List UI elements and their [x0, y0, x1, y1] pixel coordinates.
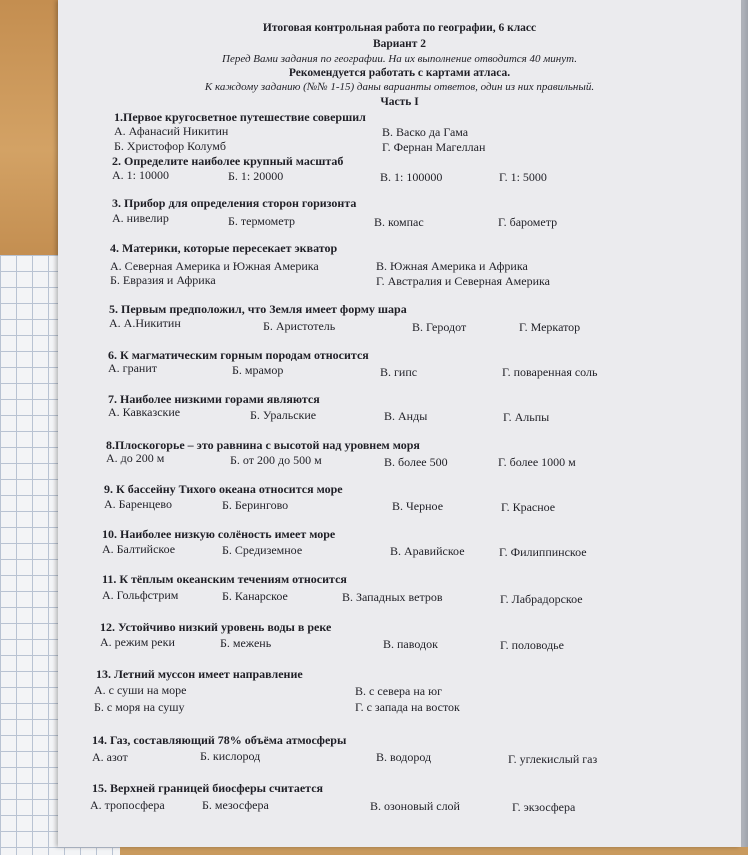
q8-option-a: А. до 200 м: [106, 451, 165, 465]
q12-option-v: В. паводок: [383, 637, 438, 651]
question-2: 2. Определите наиболее крупный масштаб: [112, 154, 344, 168]
intro-variants: К каждому заданию (№№ 1-15) даны варианты ответов, один из них правильный.: [204, 81, 595, 93]
q3-option-v: В. компас: [374, 215, 424, 229]
q5-option-v: В. Геродот: [412, 320, 467, 334]
q13-option-a: А. с суши на море: [94, 683, 187, 697]
q2-option-a: А. 1: 10000: [112, 168, 169, 182]
question-15: 15. Верхней границей биосферы считается: [92, 781, 324, 795]
q5-option-g: Г. Меркатор: [519, 320, 581, 334]
intro-time: Перед Вами задания по географии. На их выполнение отводится 40 минут.: [222, 53, 577, 65]
q9-option-g: Г. Красное: [501, 500, 556, 514]
q15-option-g: Г. экзосфера: [512, 800, 576, 814]
q14-option-g: Г. углекислый газ: [508, 752, 598, 766]
q12-option-a: А. режим реки: [100, 635, 175, 649]
q13-option-b: Б. с моря на сушу: [94, 700, 185, 714]
q11-option-b: Б. Канарское: [222, 589, 288, 603]
question-14: 14. Газ, составляющий 78% объёма атмосферы: [92, 733, 347, 747]
q6-option-v: В. гипс: [380, 365, 418, 379]
q7-option-g: Г. Альпы: [503, 410, 550, 424]
q2-option-g: Г. 1: 5000: [499, 170, 547, 184]
q9-option-v: В. Черное: [392, 499, 444, 513]
q9-option-a: А. Баренцево: [104, 497, 172, 511]
question-12: 12. Устойчиво низкий уровень воды в реке: [100, 620, 332, 634]
q14-option-a: А. азот: [92, 750, 128, 764]
q9-option-b: Б. Берингово: [222, 498, 289, 512]
test-sheet: [58, 0, 741, 847]
q10-option-g: Г. Филиппинское: [499, 545, 587, 559]
q13-option-g: Г. с запада на восток: [355, 700, 460, 714]
q14-option-b: Б. кислород: [200, 749, 261, 763]
q4-option-g: Г. Австралия и Северная Америка: [376, 274, 550, 288]
q11-option-v: В. Западных ветров: [342, 590, 443, 604]
atlas-recommendation: Рекомендуется работать с картами атласа.: [288, 67, 511, 79]
question-5: 5. Первым предположил, что Земля имеет форму шара: [109, 302, 407, 316]
q10-option-b: Б. Средиземное: [222, 543, 303, 557]
q4-option-b: Б. Евразия и Африка: [110, 273, 216, 287]
q2-option-v: В. 1: 100000: [380, 170, 443, 184]
q2-option-b: Б. 1: 20000: [228, 169, 284, 183]
q5-option-a: А. А.Никитин: [109, 316, 181, 330]
q3-option-b: Б. термометр: [228, 214, 295, 228]
q7-option-v: В. Анды: [384, 409, 428, 423]
question-13: 13. Летний муссон имеет направление: [96, 667, 303, 681]
q6-option-g: Г. поваренная соль: [502, 365, 598, 379]
question-4: 4. Материки, которые пересекает экватор: [110, 241, 338, 255]
q10-option-a: А. Балтийское: [102, 542, 176, 556]
q13-option-v: В. с севера на юг: [355, 684, 443, 698]
question-10: 10. Наиболее низкую солёность имеет море: [102, 527, 336, 541]
question-11: 11. К тёплым океанским течениям относится: [102, 572, 347, 586]
q11-option-g: Г. Лабрадорское: [500, 592, 583, 606]
q8-option-v: В. более 500: [384, 455, 448, 469]
q15-option-v: В. озоновый слой: [370, 799, 460, 813]
q12-option-b: Б. межень: [220, 636, 272, 650]
q7-option-a: А. Кавказские: [108, 405, 181, 419]
q15-option-b: Б. мезосфера: [202, 798, 269, 812]
q14-option-v: В. водород: [376, 750, 432, 764]
q5-option-b: Б. Аристотель: [263, 319, 336, 333]
question-1: 1.Первое кругосветное путешествие совершил: [114, 110, 366, 124]
q15-option-a: А. тропосфера: [90, 798, 165, 812]
question-3: 3. Прибор для определения сторон горизонта: [112, 196, 357, 210]
q10-option-v: В. Аравийское: [390, 544, 465, 558]
q1-option-b: Б. Христофор Колумб: [114, 139, 226, 153]
q1-option-v: В. Васко да Гама: [382, 125, 469, 139]
variant-label: Вариант 2: [372, 38, 427, 50]
question-7: 7. Наиболее низкими горами являются: [108, 392, 320, 406]
question-9: 9. К бассейну Тихого океана относится море: [104, 482, 343, 496]
q4-option-a: А. Северная Америка и Южная Америка: [110, 259, 319, 273]
q4-option-v: В. Южная Америка и Африка: [376, 259, 528, 273]
q6-option-b: Б. мрамор: [232, 363, 284, 377]
q7-option-b: Б. Уральские: [250, 408, 317, 422]
q1-option-a: А. Афанасий Никитин: [114, 124, 229, 138]
q12-option-g: Г. половодье: [500, 638, 564, 652]
q1-option-g: Г. Фернан Магеллан: [382, 140, 486, 154]
q3-option-g: Г. барометр: [498, 215, 558, 229]
q6-option-a: А. гранит: [108, 361, 158, 375]
q3-option-a: А. нивелир: [112, 211, 169, 225]
part-label: Часть I: [380, 96, 419, 108]
q8-option-b: Б. от 200 до 500 м: [230, 453, 322, 467]
question-6: 6. К магматическим горным породам относится: [108, 348, 369, 362]
q8-option-g: Г. более 1000 м: [498, 455, 576, 469]
q11-option-a: А. Гольфстрим: [102, 588, 179, 602]
question-8: 8.Плоскогорье – это равнина с высотой над уровнем моря: [106, 438, 420, 452]
test-title: Итоговая контрольная работа по географии, 6 класс: [262, 22, 537, 34]
